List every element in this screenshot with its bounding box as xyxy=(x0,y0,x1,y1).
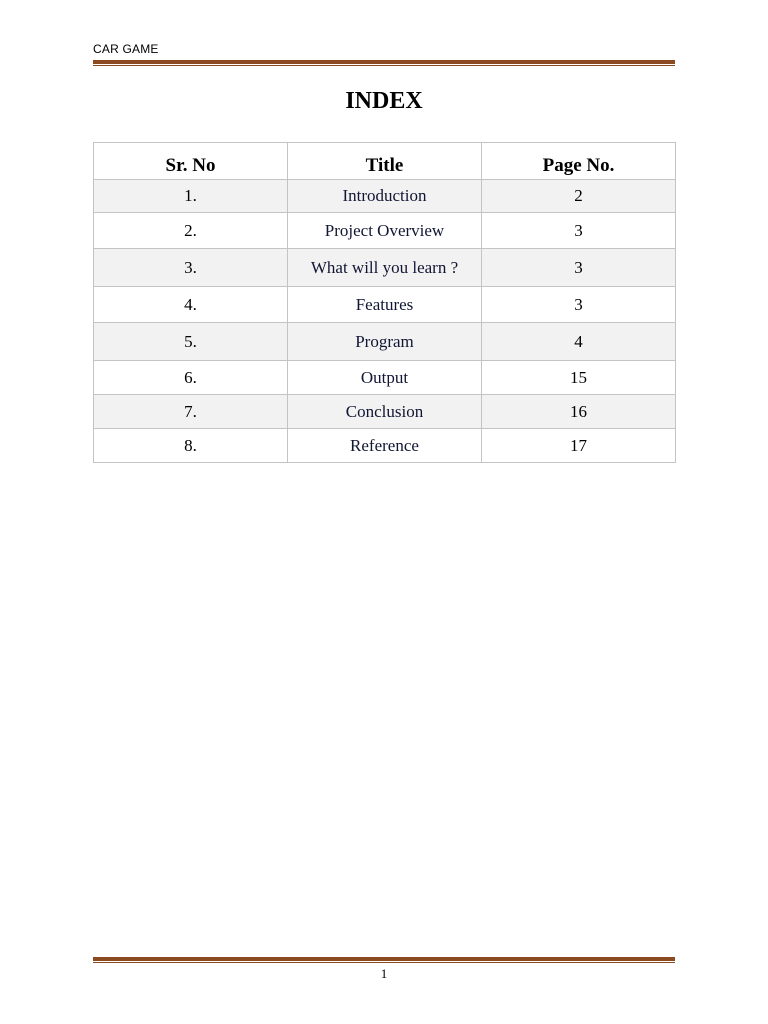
sr-no-cell: 3. xyxy=(94,249,288,287)
page-no-cell: 17 xyxy=(482,429,676,463)
running-header: CAR GAME xyxy=(93,42,159,56)
page-number: 1 xyxy=(380,966,388,981)
table-row xyxy=(94,429,676,463)
sr-no-cell: 4. xyxy=(94,287,288,323)
sr-no-cell: 8. xyxy=(94,429,288,463)
table-row xyxy=(94,213,676,249)
sr-no-cell: 2. xyxy=(94,213,288,249)
table-row xyxy=(94,361,676,395)
title-cell: Introduction xyxy=(288,180,482,213)
page-no-cell: 3 xyxy=(482,249,676,287)
table-header-row xyxy=(94,143,676,180)
table-row xyxy=(94,395,676,429)
title-cell: Output xyxy=(288,361,482,395)
page-no-cell: 3 xyxy=(482,287,676,323)
sr-no-cell: 7. xyxy=(94,395,288,429)
page-no-cell: 2 xyxy=(482,180,676,213)
header-rule xyxy=(93,60,675,66)
index-table xyxy=(93,142,676,463)
sr-no-cell: 6. xyxy=(94,361,288,395)
title-cell: Conclusion xyxy=(288,395,482,429)
page-no-cell: 4 xyxy=(482,323,676,361)
column-header-title: Title xyxy=(288,143,482,180)
page-no-cell: 3 xyxy=(482,213,676,249)
footer-rule xyxy=(93,957,675,963)
title-cell: Features xyxy=(288,287,482,323)
title-cell: Project Overview xyxy=(288,213,482,249)
column-header-sr-no: Sr. No xyxy=(94,143,288,180)
title-cell: Program xyxy=(288,323,482,361)
page-no-cell: 16 xyxy=(482,395,676,429)
sr-no-cell: 5. xyxy=(94,323,288,361)
title-cell: Reference xyxy=(288,429,482,463)
table-row xyxy=(94,249,676,287)
title-cell: What will you learn ? xyxy=(288,249,482,287)
page-no-cell: 15 xyxy=(482,361,676,395)
sr-no-cell: 1. xyxy=(94,180,288,213)
column-header-page-no: Page No. xyxy=(482,143,676,180)
table-row xyxy=(94,323,676,361)
page-title: INDEX xyxy=(345,88,423,114)
table-row xyxy=(94,287,676,323)
table-row xyxy=(94,180,676,213)
